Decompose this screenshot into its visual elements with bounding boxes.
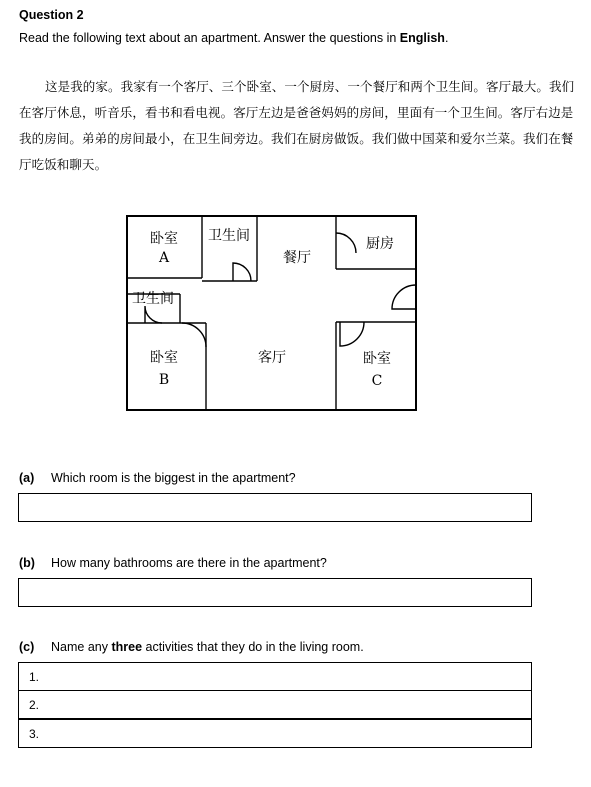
answer-c-number-1: 1.: [29, 670, 40, 684]
bedroom-c-label: 卧室: [363, 351, 391, 367]
question-c-suffix: activities that they do in the living room.: [142, 640, 364, 654]
instruction-prefix: Read the following text about an apartment. Answer the questions in: [19, 31, 400, 45]
answer-a-field[interactable]: [18, 493, 532, 522]
question-c-letter: (c): [19, 640, 35, 654]
instruction-bold: English: [399, 31, 445, 45]
question-b: [19, 556, 327, 570]
question-c-prefix: Name any: [51, 640, 112, 654]
question-b-letter: (b): [19, 556, 35, 570]
bathroom-1-label: 卫生间: [208, 228, 250, 244]
answer-c-field-1[interactable]: [18, 662, 532, 691]
dining-room-label: 餐厅: [283, 250, 311, 266]
answer-c-field-2[interactable]: [18, 690, 532, 719]
bedroom-a-label: 卧室: [150, 231, 178, 247]
instruction-suffix: .: [444, 31, 449, 45]
bedroom-b-letter: B: [158, 372, 170, 388]
bedroom-b-label: 卧室: [150, 350, 178, 366]
bedroom-c-letter: C: [371, 373, 383, 389]
question-title: Question 2: [19, 8, 84, 22]
answer-c-number-2: 2.: [29, 698, 40, 712]
question-c-bold: three: [111, 640, 143, 654]
question-a: [19, 471, 296, 485]
bedroom-a-letter: A: [158, 250, 170, 266]
question-c: [19, 640, 364, 654]
living-room-label: 客厅: [258, 350, 286, 366]
answer-c-number-3: 3.: [29, 727, 40, 741]
chinese-passage: 这是我的家。我家有一个客厅、三个卧室、一个厨房、一个餐厅和两个卫生间。客厅最大。我们在客厅休息，听音乐，看书和看电视。客厅左边是爸爸妈妈的房间，里面有一个卫生间。客厅右边是我的房间。弟弟的房间最小，在卫生间旁边。我们在厨房做饭。我们做中国菜和爱尔兰菜。我们在餐厅吃饭和聊天。: [19, 79, 575, 172]
question-a-letter: (a): [19, 471, 35, 485]
question-a-text: Which room is the biggest in the apartment?: [51, 471, 296, 485]
answer-c-field-3[interactable]: [18, 719, 532, 748]
bathroom-2-label: 卫生间: [132, 291, 174, 307]
question-b-text: How many bathrooms are there in the apartment?: [51, 556, 327, 570]
answer-b-field[interactable]: [18, 578, 532, 607]
kitchen-label: 厨房: [366, 236, 394, 252]
